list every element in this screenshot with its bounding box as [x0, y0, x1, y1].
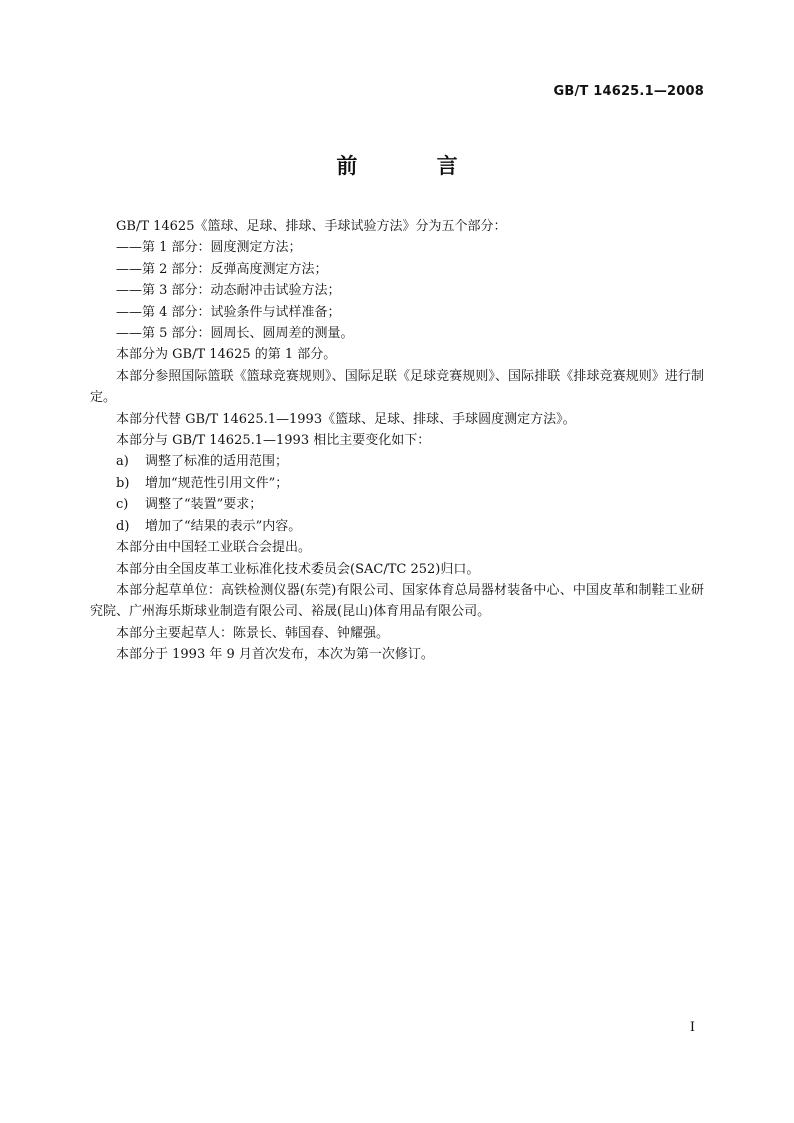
part-list-item-4: ——第 4 部分：试验条件与试样准备；: [116, 304, 341, 320]
change-item-c: [90, 494, 704, 515]
centralized-by-paragraph: 本部分由全国皮革工业标准化技术委员会(SAC/TC 252)归口。: [116, 561, 480, 577]
change-item-d: [90, 516, 704, 537]
proposed-by-paragraph: 本部分由中国轻工业联合会提出。: [116, 540, 312, 556]
drafters-paragraph: 本部分主要起草人：陈景长、韩国春、钟耀强。: [116, 625, 390, 641]
standard-code: GB/T 14625.1—2008: [553, 84, 704, 99]
part-list-item-2: ——第 2 部分：反弹高度测定方法；: [116, 261, 328, 277]
drafting-units-paragraph: 本部分起草单位：高铁检测仪器(东莞)有限公司、国家体育总局器材装备中心、中国皮革和制鞋工业研究院、广州海乐斯球业制造有限公司、裕晟(昆山)体育用品有限公司。: [90, 582, 704, 620]
foreword-body: [90, 216, 704, 666]
change-item-d-mark: d): [116, 518, 130, 534]
change-item-c-mark: c): [116, 497, 129, 513]
intro-paragraph: GB/T 14625《篮球、足球、排球、手球试验方法》分为五个部分：: [116, 219, 507, 234]
change-item-b: [90, 473, 704, 494]
page-number: I: [689, 1020, 695, 1035]
part-list-item-5: ——第 5 部分：圆周长、圆周差的测量。: [116, 326, 354, 342]
change-item-a: [90, 451, 704, 472]
part-list-item-3: ——第 3 部分：动态耐冲击试验方法；: [116, 283, 341, 299]
change-item-c-text: 调整了“装置”要求；: [145, 497, 263, 513]
change-item-d-text: 增加了“结果的表示”内容。: [145, 518, 302, 534]
replaces-paragraph: 本部分代替 GB/T 14625.1—1993《篮球、足球、排球、手球圆度测定方法》。: [116, 411, 576, 427]
history-paragraph: 本部分于 1993 年 9 月首次发布，本次为第一次修订。: [116, 647, 434, 663]
page-title: 前 言: [336, 154, 494, 178]
change-item-a-text: 调整了标准的适用范围；: [145, 454, 289, 470]
change-item-b-mark: b): [116, 475, 130, 491]
reference-paragraph: 本部分参照国际篮联《篮球竞赛规则》、国际足联《足球竞赛规则》、国际排联《排球竞赛规则》进行制定。: [90, 368, 704, 406]
change-item-b-text: 增加“规范性引用文件”；: [145, 475, 289, 491]
change-item-a-mark: a): [116, 454, 129, 470]
changes-intro-paragraph: 本部分与 GB/T 14625.1—1993 相比主要变化如下：: [116, 433, 431, 449]
part-list-item-1: ——第 1 部分：圆度测定方法；: [116, 240, 302, 256]
this-part-paragraph: 本部分为 GB/T 14625 的第 1 部分。: [116, 347, 337, 363]
